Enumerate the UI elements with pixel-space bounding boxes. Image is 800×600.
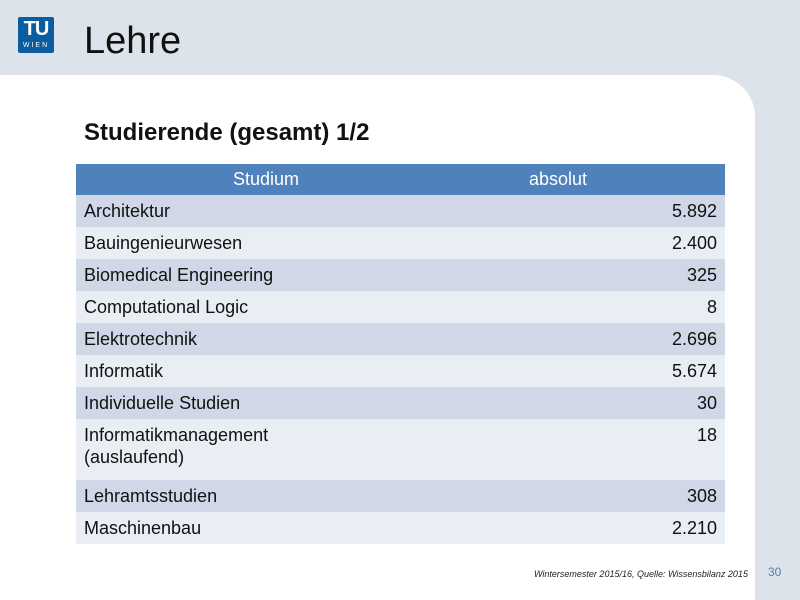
row-name: Architektur xyxy=(76,195,456,227)
row-name: Elektrotechnik xyxy=(76,323,456,355)
row-name: Bauingenieurwesen xyxy=(76,227,456,259)
row-value: 2.210 xyxy=(456,512,725,544)
table-row xyxy=(76,259,725,291)
row-value: 5.674 xyxy=(456,355,725,387)
row-name: Lehramtsstudien xyxy=(76,480,456,512)
row-name: Individuelle Studien xyxy=(76,387,456,419)
row-name: Computational Logic xyxy=(76,291,456,323)
students-table xyxy=(76,164,725,544)
row-name: Informatik xyxy=(76,355,456,387)
row-value: 8 xyxy=(456,291,725,323)
table-row xyxy=(76,387,725,419)
table-row xyxy=(76,512,725,544)
source-note: Wintersemester 2015/16, Quelle: Wissensbilanz 2015 xyxy=(534,569,748,579)
page-number: 30 xyxy=(768,565,782,579)
row-value: 2.696 xyxy=(456,323,725,355)
table-row xyxy=(76,291,725,323)
row-value: 5.892 xyxy=(456,195,725,227)
row-value: 30 xyxy=(456,387,725,419)
table-row xyxy=(76,227,725,259)
logo-wien-text: WIEN xyxy=(22,42,50,49)
slide-title: Lehre xyxy=(84,20,182,62)
row-name: Informatikmanagement (auslaufend) xyxy=(76,419,456,480)
slide-subtitle: Studierende (gesamt) 1/2 xyxy=(84,119,370,146)
row-name: Maschinenbau xyxy=(76,512,456,544)
table-header-row xyxy=(76,164,725,195)
tu-wien-logo xyxy=(18,17,54,53)
table-row xyxy=(76,419,725,480)
table-row xyxy=(76,323,725,355)
logo-tu-text: TU xyxy=(23,18,49,40)
row-name: Biomedical Engineering xyxy=(76,259,456,291)
table-row xyxy=(76,355,725,387)
header-absolut: absolut xyxy=(456,164,725,195)
header-studium: Studium xyxy=(76,164,456,195)
row-value: 308 xyxy=(456,480,725,512)
row-value: 2.400 xyxy=(456,227,725,259)
row-value: 325 xyxy=(456,259,725,291)
row-value: 18 xyxy=(456,419,725,480)
table-row xyxy=(76,195,725,227)
table-row xyxy=(76,480,725,512)
